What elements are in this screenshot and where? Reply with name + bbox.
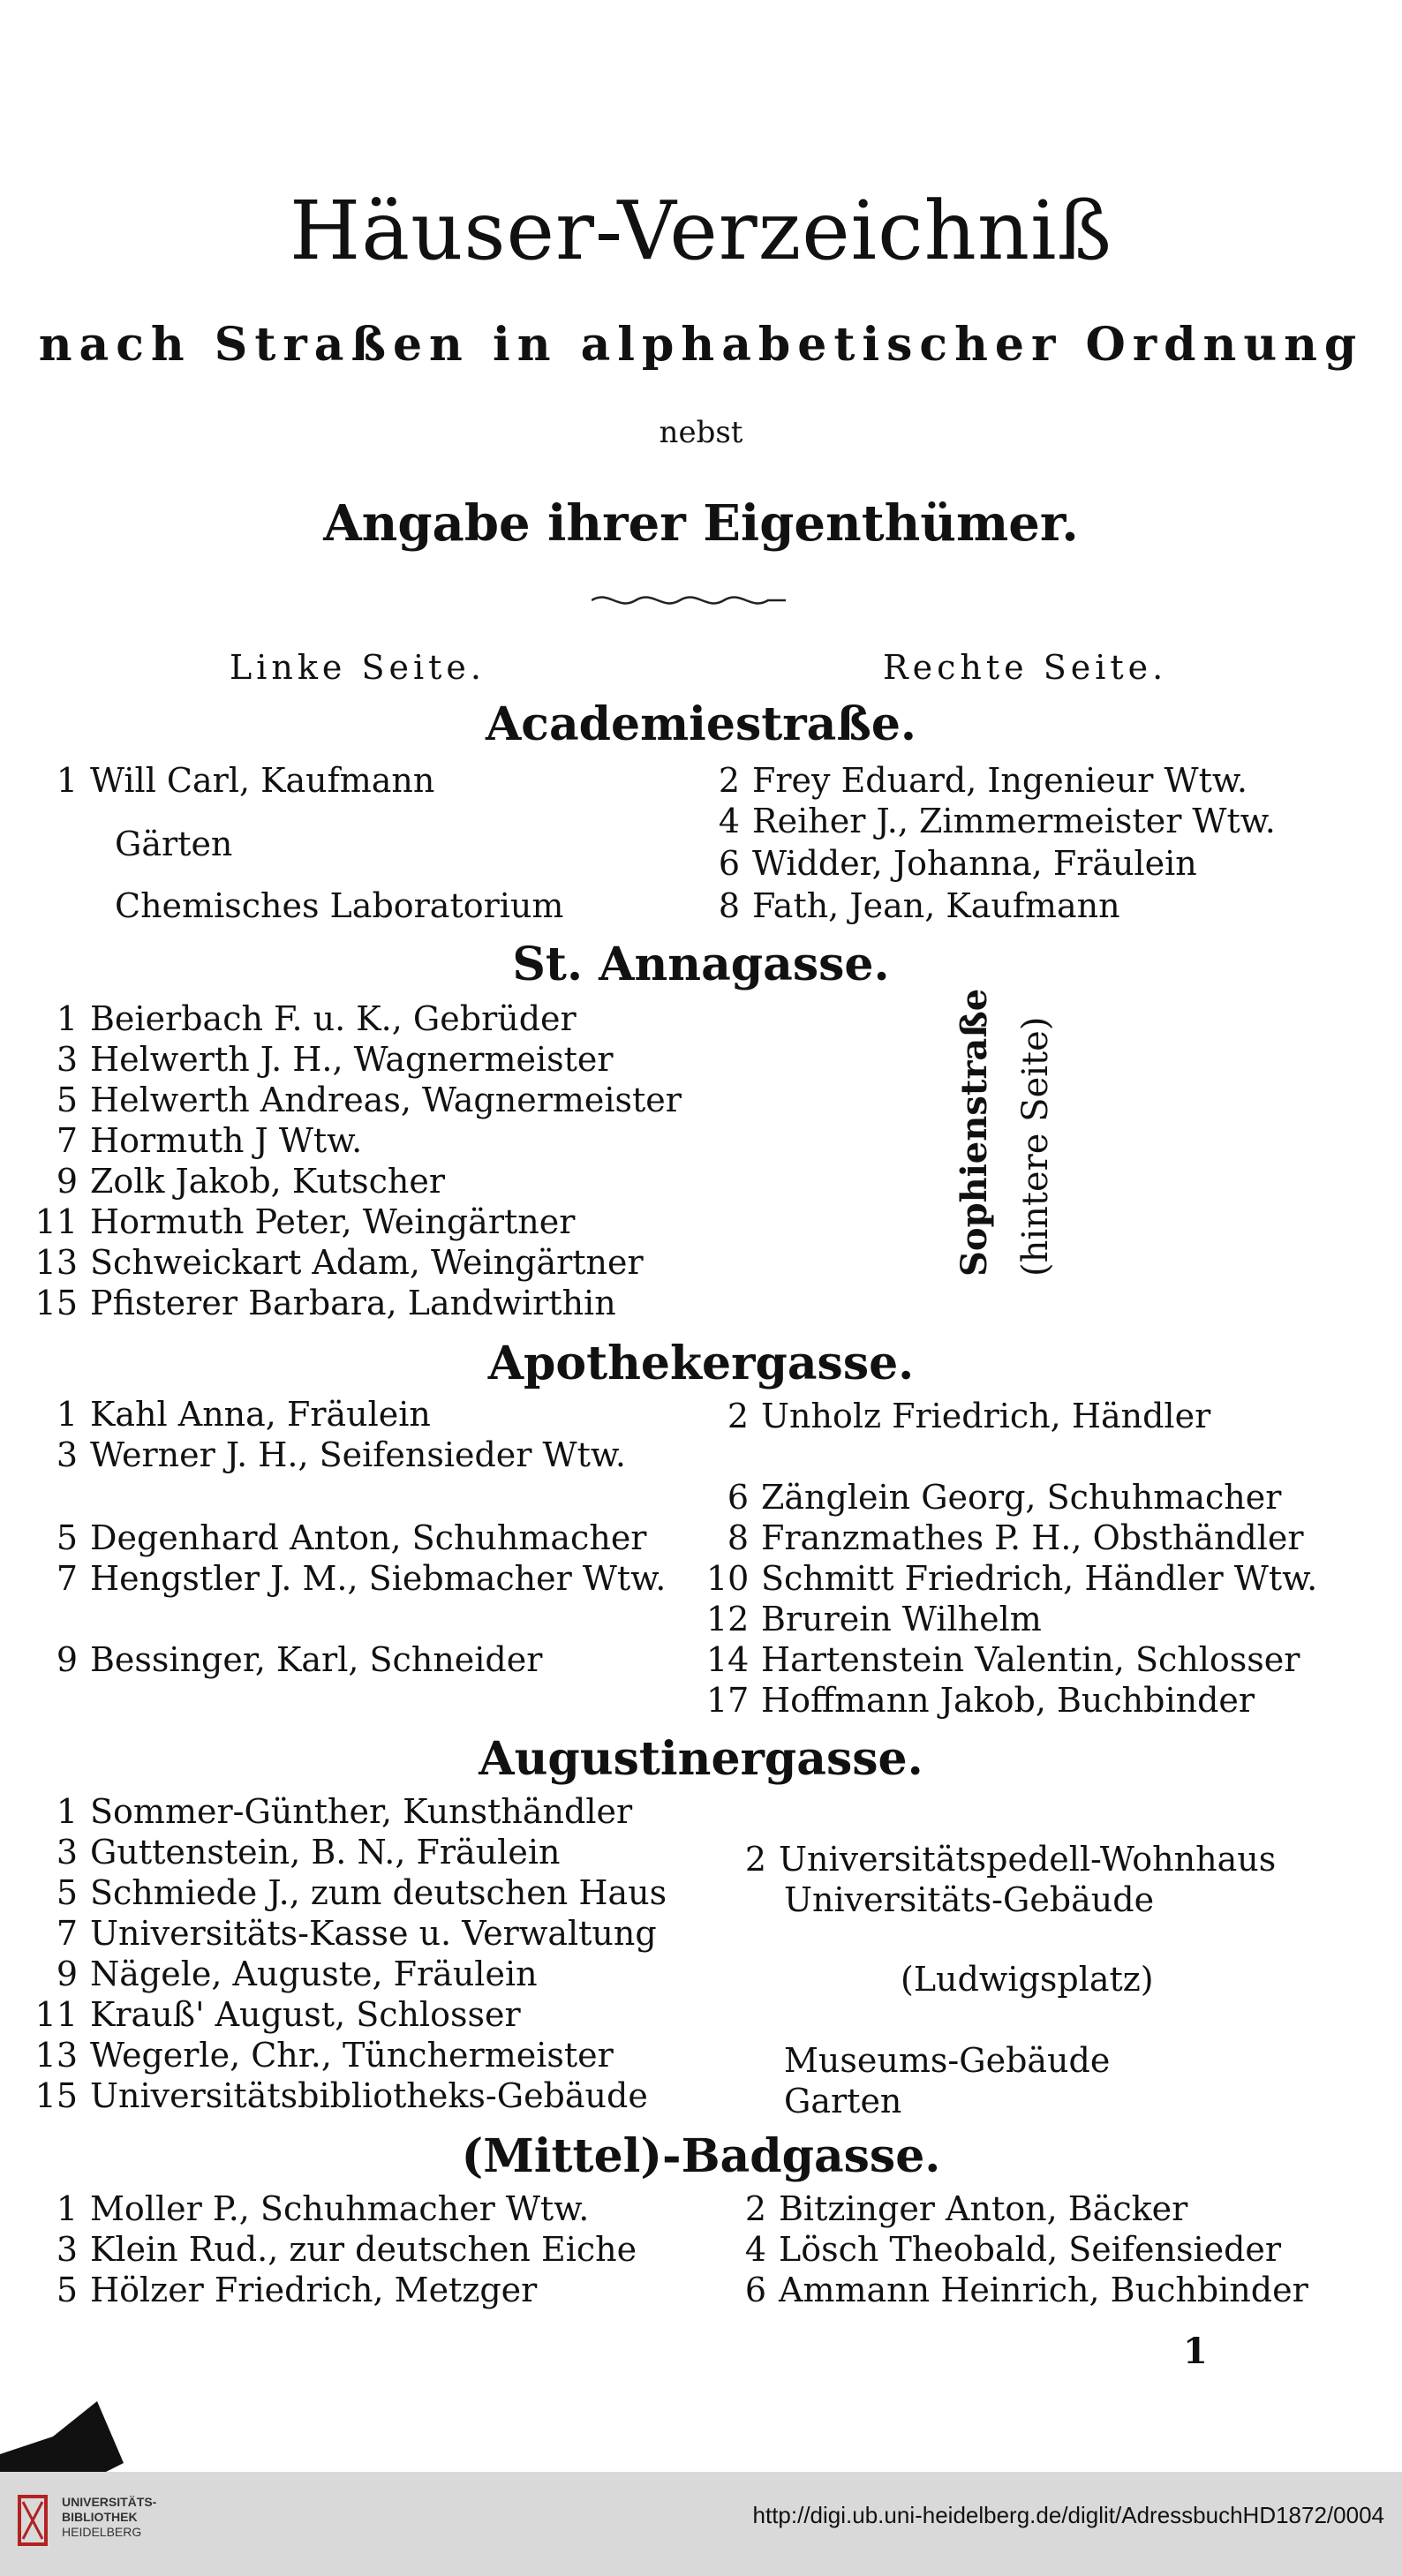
list-item: Universitäts-Gebäude (784, 1880, 1155, 1919)
list-item: 4 Reiher J., Zimmermeister Wtw. (718, 802, 1276, 840)
street-heading-anna: St. Annagasse. (512, 938, 890, 991)
list-item: 6 Ammann Heinrich, Buchbinder (744, 2271, 1308, 2309)
list-item: 5 Hölzer Friedrich, Metzger (56, 2271, 538, 2309)
list-item: 9 Bessinger, Karl, Schneider (56, 1640, 543, 1679)
list-item: 17 Hoffmann Jakob, Buchbinder (706, 1681, 1255, 1720)
list-item: 2 Universitätspedell-Wohnhaus (744, 1840, 1277, 1879)
scan-smudge (0, 2401, 124, 2472)
list-item: 1 Kahl Anna, Fräulein (56, 1395, 431, 1434)
list-item: Garten (784, 2082, 902, 2120)
list-item: 5 Helwerth Andreas, Wagnermeister (56, 1081, 682, 1119)
list-item: 1 Sommer-Günther, Kunsthändler (56, 1792, 633, 1831)
list-item: 15 Universitätsbibliotheks-Gebäude (34, 2076, 648, 2115)
left-side-heading: Linke Seite. (230, 648, 486, 687)
list-item: Museums-Gebäude (784, 2041, 1111, 2080)
list-item: 1 Beierbach F. u. K., Gebrüder (56, 999, 577, 1038)
list-item: 4 Lösch Theobald, Seifensieder (744, 2230, 1282, 2269)
right-side-heading: Rechte Seite. (883, 648, 1168, 687)
page-number: 1 (1183, 2331, 1208, 2372)
page-title: Häuser-Verzeichniß (289, 184, 1113, 278)
list-item: 6 Zänglein Georg, Schuhmacher (727, 1478, 1282, 1517)
list-item: Gärten (115, 825, 233, 863)
list-item: 1 Will Carl, Kaufmann (56, 761, 435, 800)
list-item: 7 Hengstler J. M., Siebmacher Wtw. (56, 1559, 667, 1598)
list-item: 13 Schweickart Adam, Weingärtner (34, 1243, 644, 1282)
list-item: 9 Nägele, Auguste, Fräulein (56, 1955, 538, 1993)
list-item: 15 Pfisterer Barbara, Landwirthin (34, 1284, 616, 1322)
ornament-divider (592, 590, 786, 611)
list-item: 7 Universitäts-Kasse u. Verwaltung (56, 1914, 657, 1953)
side-note-sophienstrasse: Sophienstraße (954, 988, 995, 1277)
library-logo-text: UNIVERSITÄTS- BIBLIOTHEK HEIDELBERG (62, 2495, 157, 2539)
list-item: Chemisches Laboratorium (115, 886, 564, 925)
list-item: 8 Fath, Jean, Kaufmann (718, 886, 1120, 925)
list-item: 2 Bitzinger Anton, Bäcker (744, 2189, 1188, 2228)
list-item: 1 Moller P., Schuhmacher Wtw. (56, 2189, 590, 2228)
list-item: 3 Werner J. H., Seifensieder Wtw. (56, 1435, 626, 1474)
list-item: 2 Unholz Friedrich, Händler (727, 1397, 1211, 1435)
list-item: 3 Klein Rud., zur deutschen Eiche (56, 2230, 637, 2269)
list-item: 14 Hartenstein Valentin, Schlosser (706, 1640, 1300, 1679)
list-item: (Ludwigsplatz) (901, 1960, 1154, 1999)
nebst-text: nebst (659, 415, 743, 450)
street-heading-badgasse: (Mittel)-Badgasse. (461, 2129, 941, 2183)
list-item: 2 Frey Eduard, Ingenieur Wtw. (718, 761, 1247, 800)
street-heading-apotheker: Apothekergasse. (487, 1337, 915, 1390)
list-item: 11 Hormuth Peter, Weingärtner (34, 1202, 576, 1241)
list-item: 11 Krauß' August, Schlosser (34, 1995, 521, 2034)
list-item: 13 Wegerle, Chr., Tünchermeister (34, 2036, 614, 2075)
page-subtitle: nach Straßen in alphabetischer Ordnung (38, 318, 1364, 372)
list-item: 3 Guttenstein, B. N., Fräulein (56, 1833, 561, 1872)
angabe-heading: Angabe ihrer Eigenthümer. (323, 494, 1079, 553)
list-item: 10 Schmitt Friedrich, Händler Wtw. (706, 1559, 1318, 1598)
list-item: 5 Degenhard Anton, Schuhmacher (56, 1518, 647, 1557)
street-heading-academie: Academiestraße. (485, 697, 917, 751)
source-url-link[interactable]: http://digi.ub.uni-heidelberg.de/diglit/AdressbuchHD1872/0004 (752, 2502, 1384, 2528)
list-item: 7 Hormuth J Wtw. (56, 1121, 363, 1160)
street-heading-augustiner: Augustinergasse. (479, 1732, 923, 1786)
university-library-logo-icon (16, 2489, 53, 2551)
list-item: 12 Brurein Wilhelm (706, 1600, 1042, 1638)
list-item: 6 Widder, Johanna, Fräulein (718, 844, 1197, 883)
side-note-hintere-seite: (hintere Seite) (1015, 1016, 1056, 1277)
list-item: 8 Franzmathes P. H., Obsthändler (727, 1518, 1304, 1557)
list-item: 3 Helwerth J. H., Wagnermeister (56, 1040, 614, 1079)
list-item: 9 Zolk Jakob, Kutscher (56, 1162, 446, 1201)
list-item: 5 Schmiede J., zum deutschen Haus (56, 1873, 667, 1912)
